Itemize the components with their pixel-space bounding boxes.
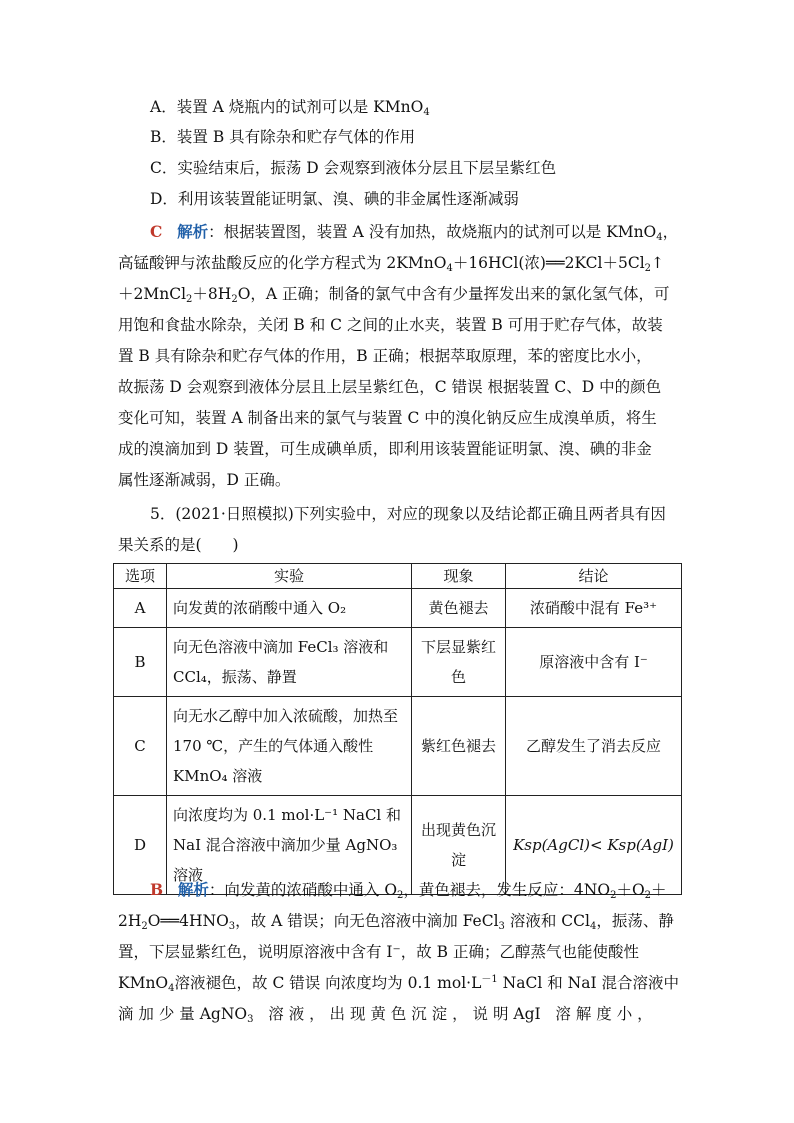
header-experiment: 实验 [167,564,412,589]
table-row [114,589,682,628]
table-row [114,628,682,697]
q4-analysis-line-7: 变化可知，装置 A 制备出来的氯气与装置 C 中的溴化钠反应生成溴单质，将生 [118,409,657,427]
row-phenomenon: 紫红色褪去 [412,697,506,796]
q4-analysis-line-6: 故振荡 D 会观察到液体分层且上层呈紫红色，C 错误 根据装置 C、D 中的颜色 [118,378,662,396]
q4-analysis-line-8: 成的溴滴加到 D 装置，可生成碘单质，即利用该装置能证明氯、溴、碘的非金 [118,440,652,458]
row-option: D [114,796,167,895]
header-option: 选项 [114,564,167,589]
table-header-row [114,564,682,589]
row-experiment: 向浓度均为 0.1 mol·L⁻¹ NaCl 和 NaI 混合溶液中滴加少量 AgNO₃ 溶液 [167,796,412,895]
q5-analysis-line-4: KMnO$_4$溶液褪色，故 C 错误 向浓度均为 0.1 $mol\cdot L^{-1}$ NaCl 和 NaI 混合溶液中 [118,974,680,994]
q5-stem-line-1: 5．(2021·日照模拟)下列实验中，对应的现象以及结论都正确且两者具有因 [150,505,666,523]
q5-table [113,563,682,895]
row-conclusion: 乙醇发生了消去反应 [506,697,682,796]
option-a: A．装置 A 烧瓶内的试剂可以是 KMnO$_4$ [150,98,430,118]
q4-analysis-line-9: 属性逐渐减弱，D 正确。 [118,471,291,489]
row-phenomenon: 下层显紫红色 [412,628,506,697]
option-d: D．利用该装置能证明氯、溴、碘的非金属性逐渐减弱 [150,190,519,208]
q4-analysis-label: 解析 [177,222,209,241]
row-option: A [114,589,167,628]
q5-answer: B [150,880,164,899]
q5-analysis-label: 解析 [177,880,209,899]
q4-analysis-line-5: 置 B 具有除杂和贮存气体的作用，B 正确；根据萃取原理，苯的密度比水小， [118,347,652,365]
row-experiment: 向无水乙醇中加入浓硫酸，加热至 170 ℃，产生的气体通入酸性 KMnO₄ 溶液 [167,697,412,796]
row-option: C [114,697,167,796]
row-option: B [114,628,167,697]
q4-analysis-line-3: $+2MnCl_2+8H_2O$，A 正确；制备的氯气中含有少量挥发出来的氯化氢气体，可 [118,285,670,305]
row-phenomenon: 黄色褪去 [412,589,506,628]
q4-answer: C [150,222,163,241]
q5-analysis-line-5: 滴 加 少 量 AgNO$_3$ 溶 液 ， 出 现 黄 色 沉 淀 ， 说 明 AgI 溶 解 度 小 ， [118,1005,653,1025]
row-conclusion: 原溶液中含有 I⁻ [506,628,682,697]
q4-analysis-line-4: 用饱和食盐水除杂，关闭 B 和 C 之间的止水夹，装置 B 可用于贮存气体，故装 [118,316,663,334]
row-conclusion: 浓硝酸中混有 Fe³⁺ [506,589,682,628]
header-conclusion: 结论 [506,564,682,589]
q5-analysis-line-3: 置，下层显紫红色，说明原溶液中含有 I⁻，故 B 正确；乙醇蒸气也能使酸性 [118,943,639,961]
row-experiment: 向无色溶液中滴加 FeCl₃ 溶液和 CCl₄，振荡、静置 [167,628,412,697]
option-b: B．装置 B 具有除杂和贮存气体的作用 [150,128,416,146]
q4-analysis-line-1: C 解析：根据装置图，装置 A 没有加热，故烧瓶内的试剂可以是 KMnO$_4$， [150,222,679,243]
row-experiment: 向发黄的浓硝酸中通入 O₂ [167,589,412,628]
table-row [114,697,682,796]
row-phenomenon: 出现黄色沉淀 [412,796,506,895]
header-phenomenon: 现象 [412,564,506,589]
q5-stem-line-2: 果关系的是( ) [118,536,239,554]
q5-analysis-line-1: B 解析：向发黄的浓硝酸中通入 $O_2$，黄色褪去，发生反应：$4NO_2+O_2+$ [150,880,667,901]
row-conclusion: Ksp(AgCl)< Ksp(AgI) [506,796,682,895]
option-c: C．实验结束后，振荡 D 会观察到液体分层且下层呈紫红色 [150,159,557,177]
q5-analysis-line-2: $2H_2O══4HNO_3$，故 A 错误；向无色溶液中滴加 FeCl$_3$ 溶液和 CCl$_4$，振荡、静 [118,912,674,932]
q4-analysis-line-2: 高锰酸钾与浓盐酸反应的化学方程式为 2KMnO$_4$＋16HCl(浓)$══2KCl+5Cl_2↑$ [118,254,665,274]
